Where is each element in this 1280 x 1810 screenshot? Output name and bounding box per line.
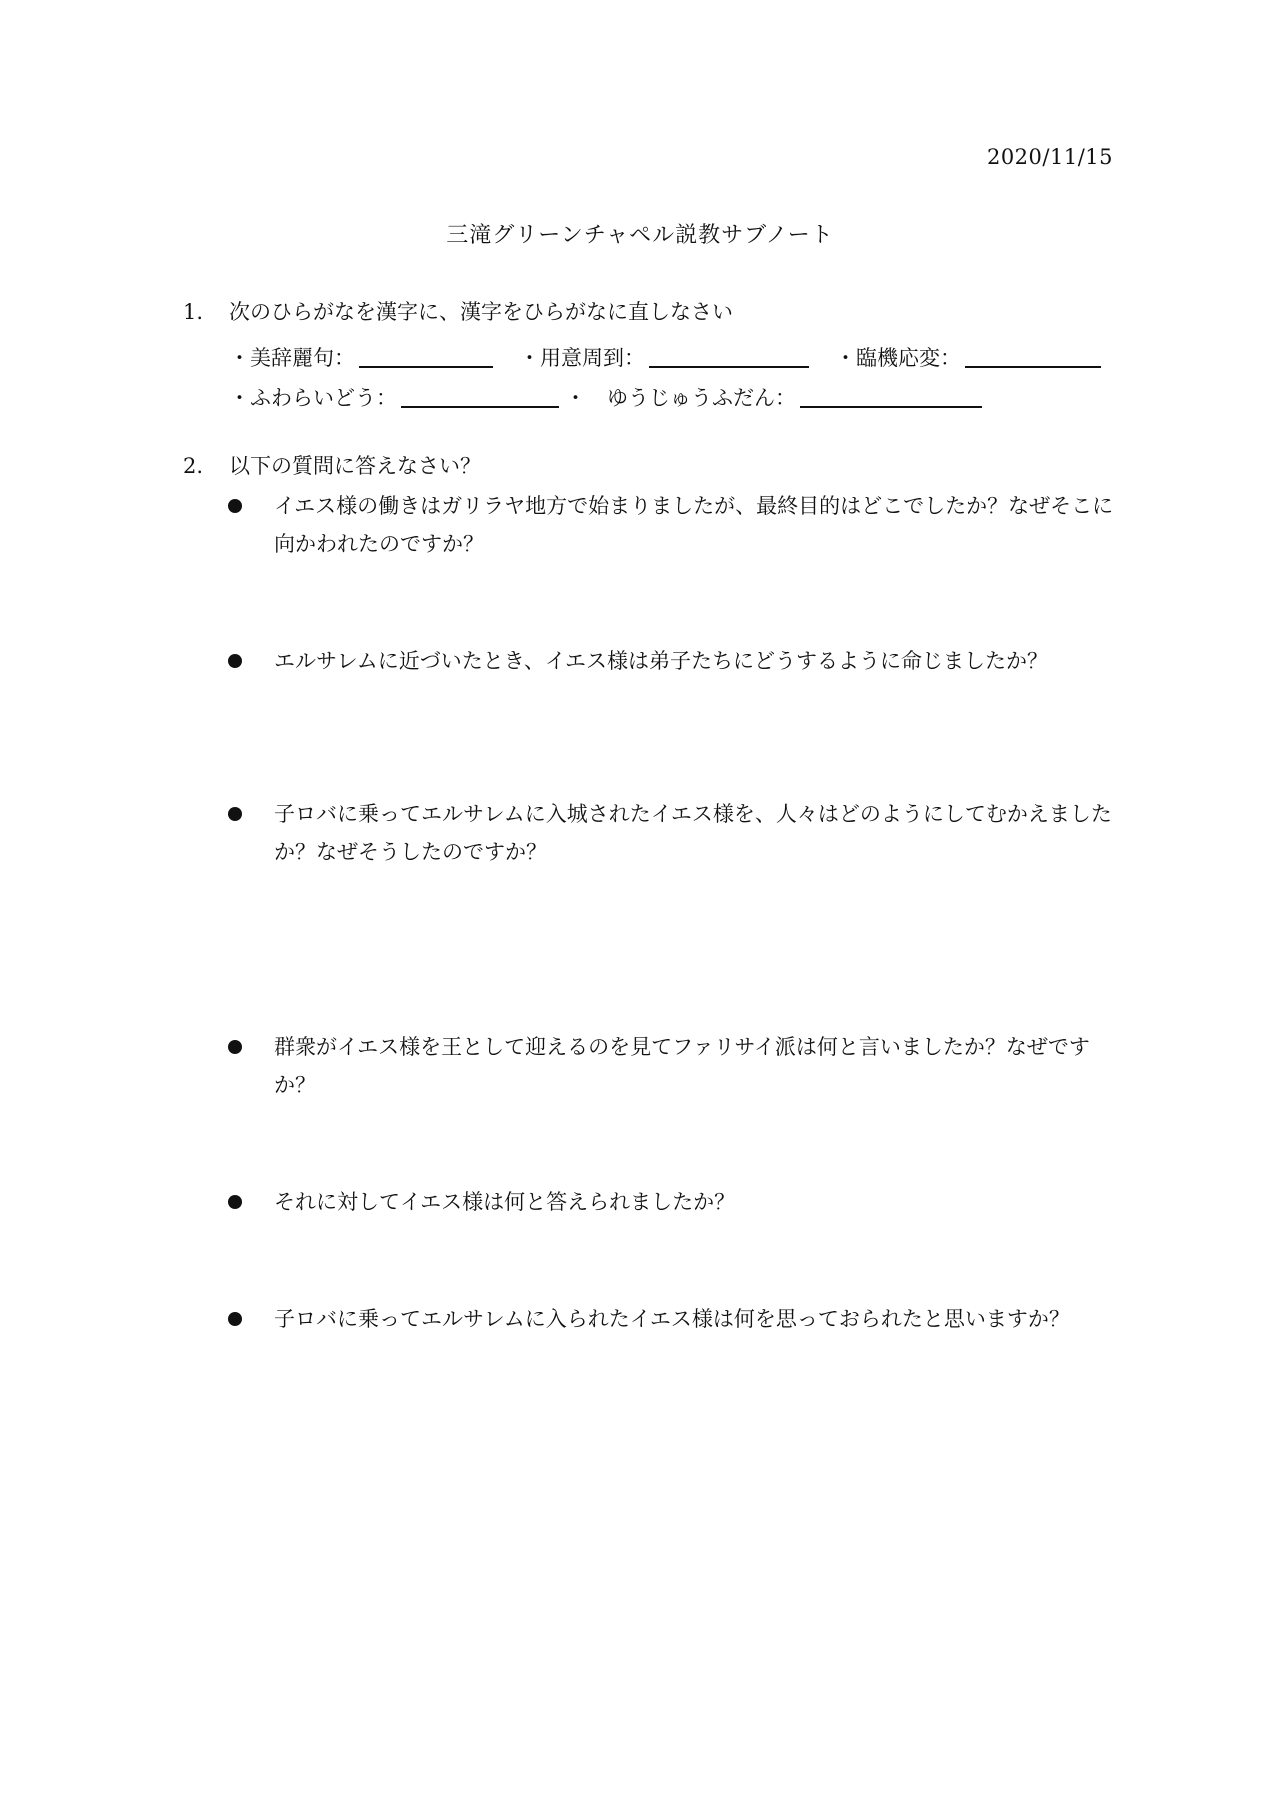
vocab-item [229,382,559,412]
section-2-number: 2. [183,454,204,478]
question-item [228,1028,1118,1104]
question-text: エルサレムに近づいたとき、イエス様は弟子たちにどうするように命じましたか？ [274,649,1049,673]
section-2-title: 以下の質問に答えなさい？ [229,454,481,478]
answer-blank[interactable] [800,405,982,408]
question-text: 群衆がイエス様を王として迎えるのを見てファリサイ派は何と言いましたか？なぜですか？ [274,1035,1090,1097]
question-item [228,795,1118,871]
vocab-item [229,342,493,372]
bullet-dot [228,1195,242,1209]
vocab-label: ・美辞麗句： [229,346,355,370]
answer-blank[interactable] [965,365,1101,368]
bullet-dot [228,499,242,513]
section-1-title: 次のひらがなを漢字に、漢字をひらがなに直しなさい [229,300,733,324]
vocab-label: ・ふわらいどう： [229,386,397,410]
question-item [228,1183,1118,1221]
bullet-dot [228,654,242,668]
bullet-dot [228,1040,242,1054]
vocab-item [565,382,982,412]
question-text: それに対してイエス様は何と答えられましたか？ [274,1190,736,1214]
question-item [228,1300,1118,1338]
vocab-item [835,342,1101,372]
answer-blank[interactable] [359,365,493,368]
date: 2020/11/15 [986,145,1113,169]
section-1 [183,296,1113,412]
question-item [228,642,1118,680]
section-1-number: 1. [183,300,204,324]
vocab-item [519,342,809,372]
question-text: イエス様の働きはガリラヤ地方で始まりましたが、最終目的はどこでしたか？なぜそこに向かわれたのですか？ [274,494,1114,556]
answer-blank[interactable] [649,365,809,368]
page-title: 三滝グリーンチャペル説教サブノート [446,223,834,248]
vocab-label: ・臨機応変： [835,346,961,370]
bullet-dot [228,807,242,821]
section-2-heading [183,450,1113,486]
vocab-row-2 [183,372,1113,412]
vocab-row-1 [183,332,1113,372]
question-item [228,487,1118,563]
question-text: 子ロバに乗ってエルサレムに入城されたイエス様を、人々はどのようにしてむかえましたか？なぜそうしたのですか？ [274,802,1112,864]
vocab-label: ・用意周到： [519,346,645,370]
section-2 [183,450,1113,486]
bullet-dot [228,1312,242,1326]
question-text: 子ロバに乗ってエルサレムに入られたイエス様は何を思っておられたと思いますか？ [274,1307,1070,1331]
answer-blank[interactable] [401,405,559,408]
vocab-label: ・ ゆうじゅうふだん： [565,386,796,410]
section-1-heading [183,296,1113,332]
